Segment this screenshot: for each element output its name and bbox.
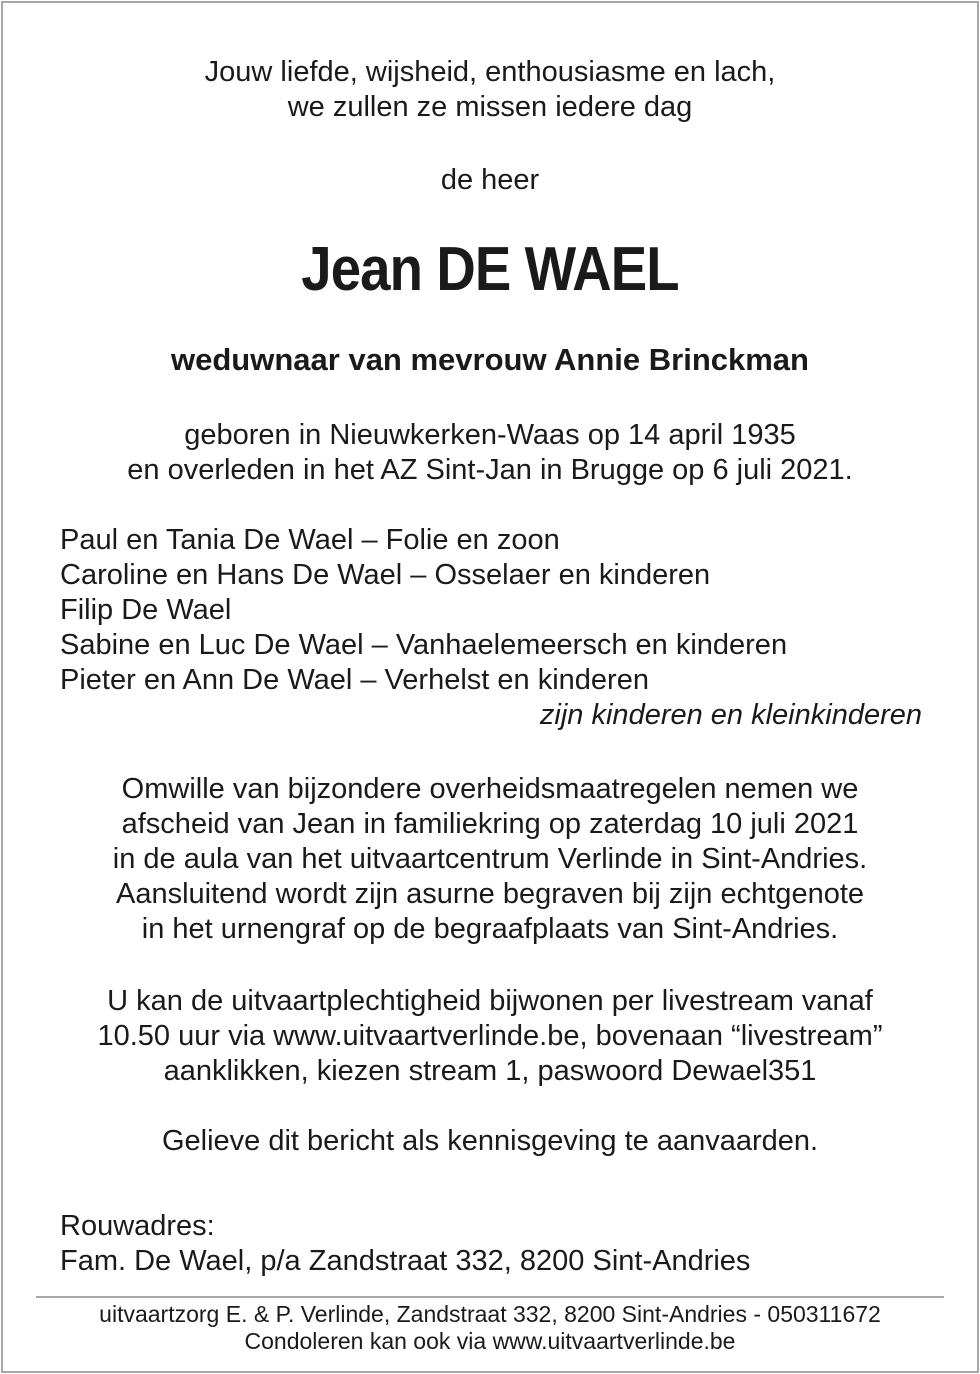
- address-value: Fam. De Wael, p/a Zandstraat 332, 8200 Sint-Andries: [60, 1245, 751, 1277]
- mourning-address: [60, 1209, 920, 1279]
- acknowledgement-notice: [0, 1124, 980, 1159]
- birth-death-info: [0, 418, 980, 488]
- family-member: Pieter en Ann De Wael – Verhelst en kinderen: [60, 664, 649, 696]
- funeral-home-footer: [0, 1301, 980, 1355]
- opening-verse: [0, 55, 980, 125]
- ceremony-line: afscheid van Jean in familiekring op zaterdag 10 juli 2021: [121, 808, 859, 840]
- family-signature: zijn kinderen en kleinkinderen: [539, 699, 922, 731]
- livestream-info: [0, 984, 980, 1089]
- deceased-name: Jean DE WAEL: [301, 235, 679, 304]
- verse-line-2: we zullen ze missen iedere dag: [287, 91, 693, 123]
- livestream-line: aanklikken, kiezen stream 1, paswoord Dewael351: [163, 1055, 817, 1087]
- footer-contact: uitvaartzorg E. & P. Verlinde, Zandstraat 332, 8200 Sint-Andries - 050311672: [99, 1301, 881, 1327]
- family-member: Sabine en Luc De Wael – Vanhaelemeersch en kinderen: [60, 629, 788, 661]
- death-line: en overleden in het AZ Sint-Jan in Brugge op 6 juli 2021.: [127, 454, 853, 486]
- footer-divider: [36, 1296, 944, 1298]
- ceremony-line: Omwille van bijzondere overheidsmaatregelen nemen we: [121, 773, 859, 805]
- ceremony-info: [0, 772, 980, 947]
- footer-condolences: Condoleren kan ook via www.uitvaartverlinde.be: [244, 1328, 736, 1354]
- ceremony-line: in de aula van het uitvaartcentrum Verlinde in Sint-Andries.: [112, 843, 868, 875]
- address-label: Rouwadres:: [60, 1210, 215, 1242]
- livestream-line: 10.50 uur via www.uitvaartverlinde.be, bovenaan “livestream”: [97, 1020, 883, 1052]
- verse-line-1: Jouw liefde, wijsheid, enthousiasme en lach,: [204, 56, 776, 88]
- family-member: Filip De Wael: [60, 594, 232, 626]
- family-member: Caroline en Hans De Wael – Osselaer en kinderen: [60, 559, 711, 591]
- family-list: [60, 523, 922, 733]
- ceremony-line: in het urnengraf op de begraafplaats van Sint-Andries.: [141, 913, 839, 945]
- widower-line: weduwnaar van mevrouw Annie Brinckman: [171, 342, 809, 377]
- honorific-text: de heer: [440, 164, 540, 196]
- honorific: [0, 163, 980, 198]
- ceremony-line: Aansluitend wordt zijn asurne begraven bij zijn echtgenote: [115, 878, 865, 910]
- family-member: Paul en Tania De Wael – Folie en zoon: [60, 524, 560, 556]
- birth-line: geboren in Nieuwkerken-Waas op 14 april 1935: [184, 419, 796, 451]
- notice-text: Gelieve dit bericht als kennisgeving te aanvaarden.: [161, 1125, 819, 1157]
- livestream-line: U kan de uitvaartplechtigheid bijwonen per livestream vanaf: [107, 985, 873, 1017]
